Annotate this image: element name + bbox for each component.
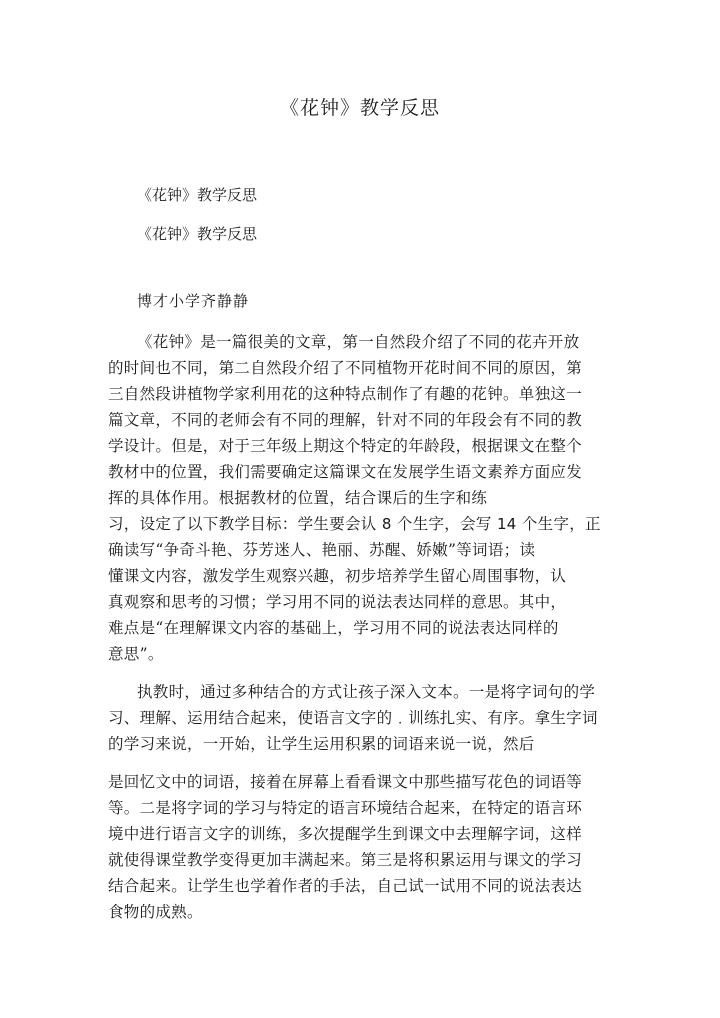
para3-line-4: 就使得课堂教学变得更加丰满起来。第三是将积累运用与课文的学习 [108, 851, 583, 869]
para2-line-2: 习、理解、运用结合起来，使语言文字的﹒训练扎实、有序。拿生字词 [108, 709, 598, 727]
document-title: 《花钟》教学反思 [279, 97, 440, 119]
para2-line-3: 的学习来说，一开始，让学生运用积累的词语来说一说，然后 [108, 735, 535, 753]
goal-number-write: 14 [496, 515, 517, 533]
para1-line-6: 教材中的位置，我们需要确定这篇课文在发展学生语文素养方面应发 [108, 463, 583, 481]
para3-line-5: 结合起来。让学生也学着作者的手法，自己试一试用不同的说法表达 [108, 877, 583, 895]
subtitle-1: 《花钟》教学反思 [137, 186, 258, 204]
goal-number-recognize: 8 [381, 515, 392, 533]
para1-line-5: 学设计。但是，对于三年级上期这个特定的年龄段，根据课文在整个 [108, 437, 583, 455]
author-line: 博才小学齐静静 [137, 292, 250, 310]
para3-line-1: 是回忆文中的词语，接着在屏幕上看看课文中那些描写花色的词语等 [108, 773, 583, 791]
goal-text-1: 习，设定了以下教学目标：学生要会认 [108, 515, 382, 533]
para1b-line-5: 意思”。 [108, 645, 164, 663]
para1-line-4: 篇文章，不同的老师会有不同的理解，针对不同的年段会有不同的教 [108, 411, 583, 429]
goal-line [108, 512, 601, 534]
para3-line-6: 食物的成熟。 [108, 903, 203, 921]
para1b-line-1: 确读写“争奇斗艳、芬芳迷人、艳丽、苏醒、娇嫩”等词语；读 [108, 541, 536, 559]
para1b-line-4: 难点是“在理解课文内容的基础上，学习用不同的说法表达同样的 [108, 619, 559, 637]
para2-line-1: 执教时，通过多种结合的方式让孩子深入文本。一是将字词句的学 [137, 683, 596, 701]
subtitle-2: 《花钟》教学反思 [137, 225, 258, 243]
goal-text-3: 个生字，正 [516, 515, 601, 533]
para3-line-2: 等。二是将字词的学习与特定的语言环境结合起来，在特定的语言环 [108, 799, 583, 817]
para1-line-2: 的时间也不同，第二自然段介绍了不同植物开花时间不同的原因，第 [108, 359, 583, 377]
para1-line-1: 《花钟》是一篇很美的文章，第一自然段介绍了不同的花卉开放 [137, 333, 580, 351]
para1b-line-3: 真观察和思考的习惯；学习用不同的说法表达同样的意思。其中， [108, 593, 567, 611]
para1b-line-2: 懂课文内容，激发学生观察兴趣，初步培养学生留心周围事物，认 [108, 567, 567, 585]
goal-text-2: 个生字，会写 [391, 515, 497, 533]
para1-line-3: 三自然段讲植物学家利用花的这种特点制作了有趣的花钟。单独这一 [108, 385, 583, 403]
para3-line-3: 境中进行语言文字的训练，多次提醒学生到课文中去理解字词，这样 [108, 825, 583, 843]
para1-line-7: 挥的具体作用。根据教材的位置，结合课后的生字和练 [108, 489, 488, 507]
